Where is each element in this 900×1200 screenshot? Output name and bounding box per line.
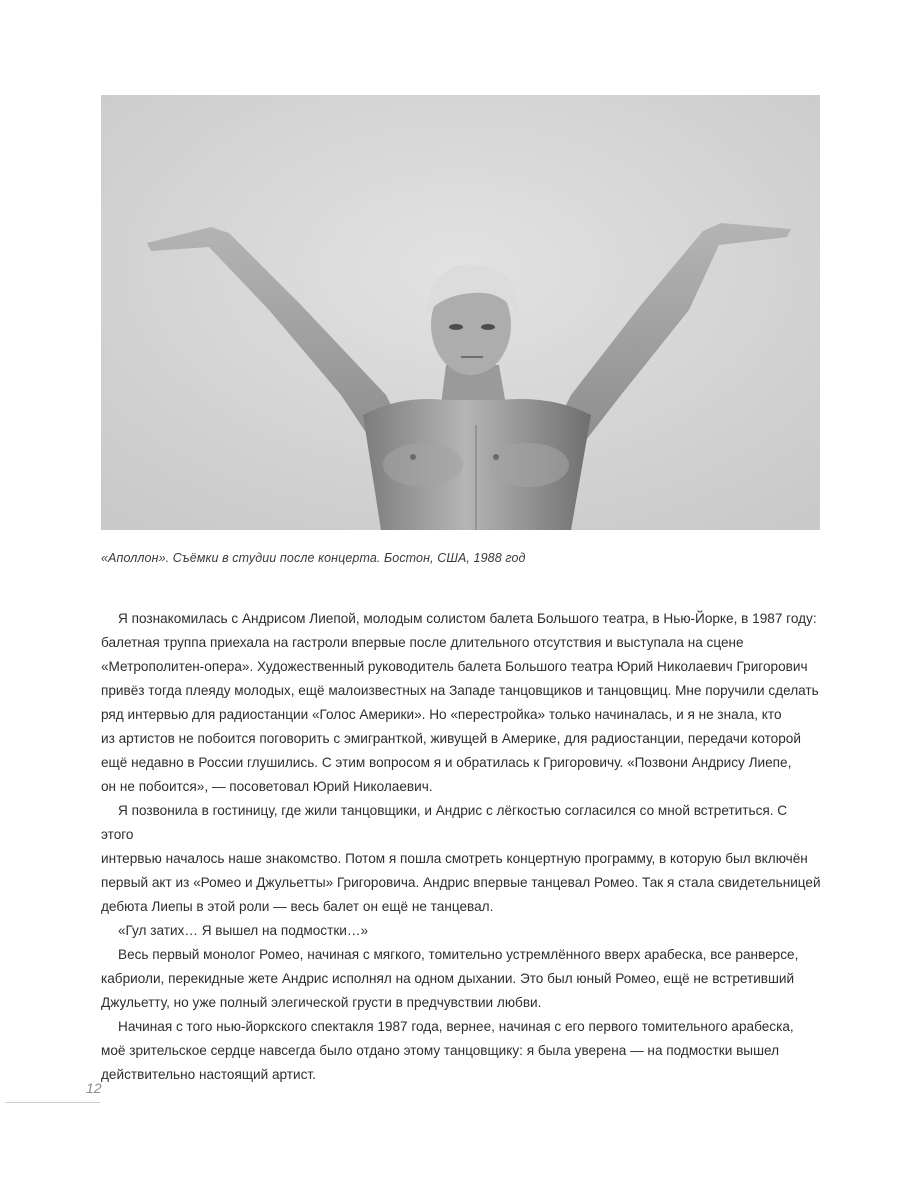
body-line: ряд интервью для радиостанции «Голос Америки». Но «перестройка» только начиналась, и я не знала, кто xyxy=(101,707,782,722)
body-line: ещё недавно в России глушились. С этим вопросом я и обратилась к Григоровичу. «Позвони Андрису Лиепе, xyxy=(101,755,792,770)
ballet-photo xyxy=(101,95,820,530)
dancer-illustration xyxy=(101,95,820,530)
page-number: 12 xyxy=(86,1080,102,1096)
body-line: действительно настоящий артист. xyxy=(101,1067,316,1082)
body-line: привёз тогда плеяду молодых, ещё малоизвестных на Западе танцовщиков и танцовщиц. Мне поручили сделать xyxy=(101,683,819,698)
body-line: из артистов не побоится поговорить с эмигранткой, живущей в Америке, для радиостанции, передачи которой xyxy=(101,731,801,746)
body-line: дебюта Лиепы в этой роли — весь балет он ещё не танцевал. xyxy=(101,899,494,914)
body-line: «Гул затих… Я вышел на подмостки…» xyxy=(118,923,369,938)
body-line: Я познакомилась с Андрисом Лиепой, молодым солистом балета Большого театра, в Нью-Йорке, в 1987 году: xyxy=(118,611,817,626)
body-line: Джульетту, но уже полный элегической грусти в предчувствии любви. xyxy=(101,995,542,1010)
body-line: Весь первый монолог Ромео, начиная с мягкого, томительно устремлённого вверх арабеска, все ранверсе, xyxy=(118,947,799,962)
body-line: «Метрополитен-опера». Художественный руководитель балета Большого театра Юрий Николаевич Григорович xyxy=(101,659,808,674)
folio-rule xyxy=(5,1102,100,1103)
photo-caption: «Аполлон». Съёмки в студии после концерта. Бостон, США, 1988 год xyxy=(101,551,526,565)
article-body xyxy=(101,607,823,1087)
body-line: моё зрительское сердце навсегда было отдано этому танцовщику: я была уверена — на подмостки вышел xyxy=(101,1043,780,1058)
body-line: интервью началось наше знакомство. Потом я пошла смотреть концертную программу, в которую был включён xyxy=(101,851,808,866)
body-line: кабриоли, перекидные жете Андрис исполнял на одном дыхании. Это был юный Ромео, ещё не встретивший xyxy=(101,971,795,986)
body-line: он не побоится», — посоветовал Юрий Николаевич. xyxy=(101,779,433,794)
body-line: первый акт из «Ромео и Джульетты» Григоровича. Андрис впервые танцевал Ромео. Так я стала свидетельницей xyxy=(101,875,821,890)
body-line: балетная труппа приехала на гастроли впервые после длительного отсутствия и выступала на сцене xyxy=(101,635,744,650)
body-line: Начиная с того нью-йоркского спектакля 1987 года, вернее, начиная с его первого томительного арабеска, xyxy=(118,1019,794,1034)
body-line: Я позвонила в гостиницу, где жили танцовщики, и Андрис с лёгкостью согласился со мной встретиться. С этого xyxy=(101,803,788,842)
